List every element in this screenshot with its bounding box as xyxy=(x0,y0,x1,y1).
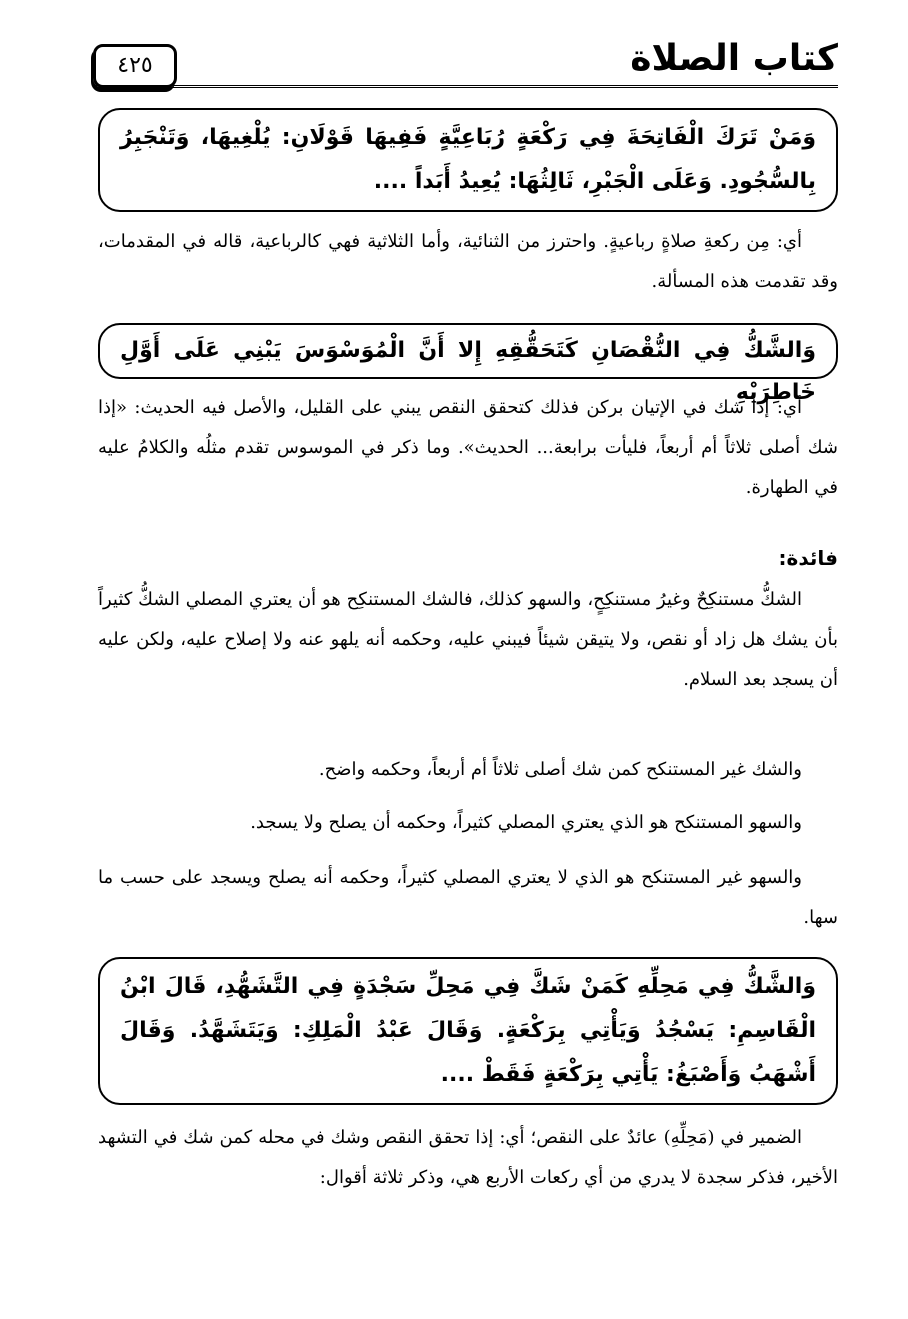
commentary-paragraph-1: أي: مِن ركعةِ صلاةٍ رباعيةٍ. واحترز من الثنائية، وأما الثلاثية فهي كالرباعية، قاله في المقدمات، وقد تقدمت هذه المسألة. xyxy=(98,231,838,292)
fayda-heading: فائدة: xyxy=(778,546,838,570)
commentary-paragraph-2: أي: إذا شك في الإتيان بركن فذلك كتحقق النقص يبني على القليل، والأصل فيه الحديث: «إذا شك أصلى ثلاثاً أم أربعاً، فليأت برابعة... الحديث». وما ذكر في الموسوس تقدم مثلُه والكلامُ عليه في الطهارة. xyxy=(98,397,838,498)
matn-text-box-3: وَالشَّكُّ فِي مَحِلِّهِ كَمَنْ شَكَّ فِي مَحِلِّ سَجْدَةٍ فِي التَّشَهُّدِ، قَالَ ابْنُ الْقَاسِمِ: يَسْجُدُ وَيَأْتِي بِرَكْعَةٍ. وَقَالَ عَبْدُ الْمَلِكِ: وَيَتَشَهَّدُ. وَقَالَ أَشْهَبُ وَأَصْبَغُ: يَأْتِي بِرَكْعَةٍ فَقَطْ .... xyxy=(98,957,838,1105)
running-header-title: كتاب الصلاة xyxy=(630,38,838,79)
commentary-paragraph-5: والسهو المستنكح هو الذي يعتري المصلي كثيراً، وحكمه أن يصلح ولا يسجد. xyxy=(250,812,802,833)
page-number: ٤٢٥ xyxy=(93,44,177,88)
commentary-paragraph-7: الضمير في (مَحِلِّهِ) عائدٌ على النقص؛ أي: إذا تحقق النقص وشك في محله كمن شك في التشهد الأخير، فذكر سجدة لا يدري من أي ركعات الأربع هي، وذكر ثلاثة أقوال: xyxy=(98,1127,838,1188)
header-divider xyxy=(93,85,838,88)
commentary-paragraph-4: والشك غير المستنكح كمن شك أصلى ثلاثاً أم أربعاً، وحكمه واضح. xyxy=(318,759,802,780)
commentary-paragraph-3: الشكُّ مستنكِحٌ وغيرُ مستنكِحٍ، والسهو كذلك، فالشك المستنكِح هو أن يعتري المصلي الشكُّ كثيراً بأن يشك هل زاد أو نقص، ولا يتيقن شيئاً فيبني عليه، وحكمه أنه يلهو عنه ولا إصلاح عليه، ولكن عليه أن يسجد بعد السلام. xyxy=(98,589,838,690)
matn-text-box-1: وَمَنْ تَرَكَ الْفَاتِحَةَ فِي رَكْعَةٍ رُبَاعِيَّةٍ فَفِيهَا قَوْلَانِ: يُلْغِيهَا، وَتَنْجَبِرُ بِالسُّجُودِ. وَعَلَى الْجَبْرِ، ثَالِثُهَا: يُعِيدُ أَبَداً .... xyxy=(98,108,838,212)
matn-text-box-2: وَالشَّكُّ فِي النُّقْصَانِ كَتَحَقُّقِهِ إِلا أَنَّ الْمُوَسْوَسَ يَبْنِي عَلَى أَوَّلِ خَاطِرَيْهِ xyxy=(98,323,838,379)
commentary-paragraph-6: والسهو غير المستنكح هو الذي لا يعتري المصلي كثيراً، وحكمه أنه يصلح ويسجد على حسب ما سها. xyxy=(98,867,838,928)
